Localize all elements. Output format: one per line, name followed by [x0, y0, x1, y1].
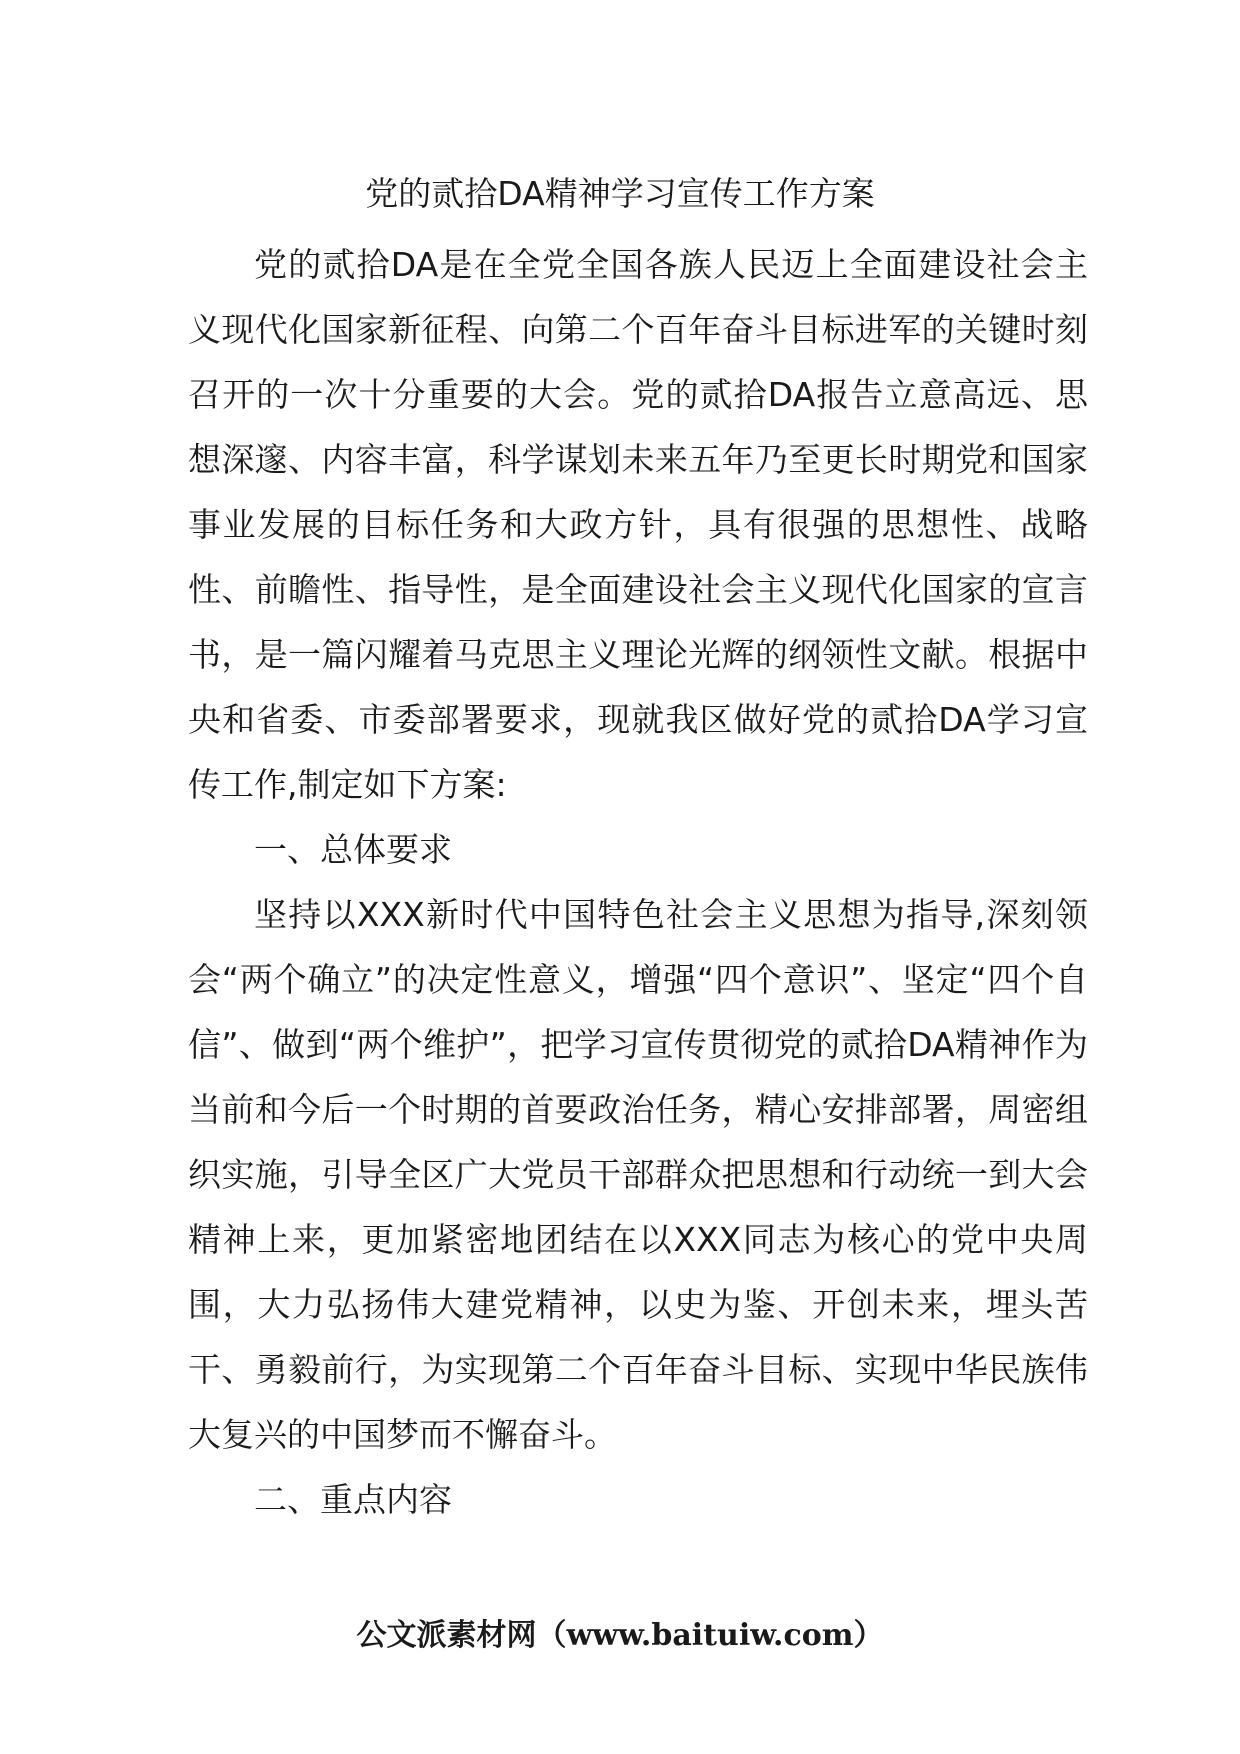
- section-heading-key-content: 二、重点内容: [254, 1480, 452, 1519]
- document-body: [188, 232, 1088, 1532]
- section-heading-overall-requirements: 一、总体要求: [254, 830, 452, 869]
- document-title: 党的贰拾DA精神学习宣传工作方案: [365, 174, 875, 213]
- overall-requirements-paragraph: 坚持以XXX新时代中国特色社会主义思想为指导,深刻领会“两个确立”的决定性意义，增强“四个意识”、坚定“四个自信”、做到“两个维护”，把学习宣传贯彻党的贰拾DA精神作为当前和今后一个时期的首要政治任务，精心安排部署，周密组织实施，引导全区广大党员干部群众把思想和行动统一到大会精神上来，更加紧密地团结在以XXX同志为核心的党中央周围，大力弘扬伟大建党精神，以史为鉴、开创未来，埋头苦干、勇毅前行，为实现第二个百年奋斗目标、实现中华民族伟大复兴的中国梦而不懈奋斗。: [188, 895, 1088, 1454]
- footer-watermark: 公文派素材网（www.baituiw.com）: [356, 1618, 884, 1653]
- intro-paragraph: 党的贰拾DA是在全党全国各族人民迈上全面建设社会主义现代化国家新征程、向第二个百年奋斗目标进军的关键时刻召开的一次十分重要的大会。党的贰拾DA报告立意高远、思想深邃、内容丰富，科学谋划未来五年乃至更长时期党和国家事业发展的目标任务和大政方针，具有很强的思想性、战略性、前瞻性、指导性，是全面建设社会主义现代化国家的宣言书，是一篇闪耀着马克思主义理论光辉的纲领性文献。根据中央和省委、市委部署要求，现就我区做好党的贰拾DA学习宣传工作,制定如下方案:: [188, 245, 1088, 804]
